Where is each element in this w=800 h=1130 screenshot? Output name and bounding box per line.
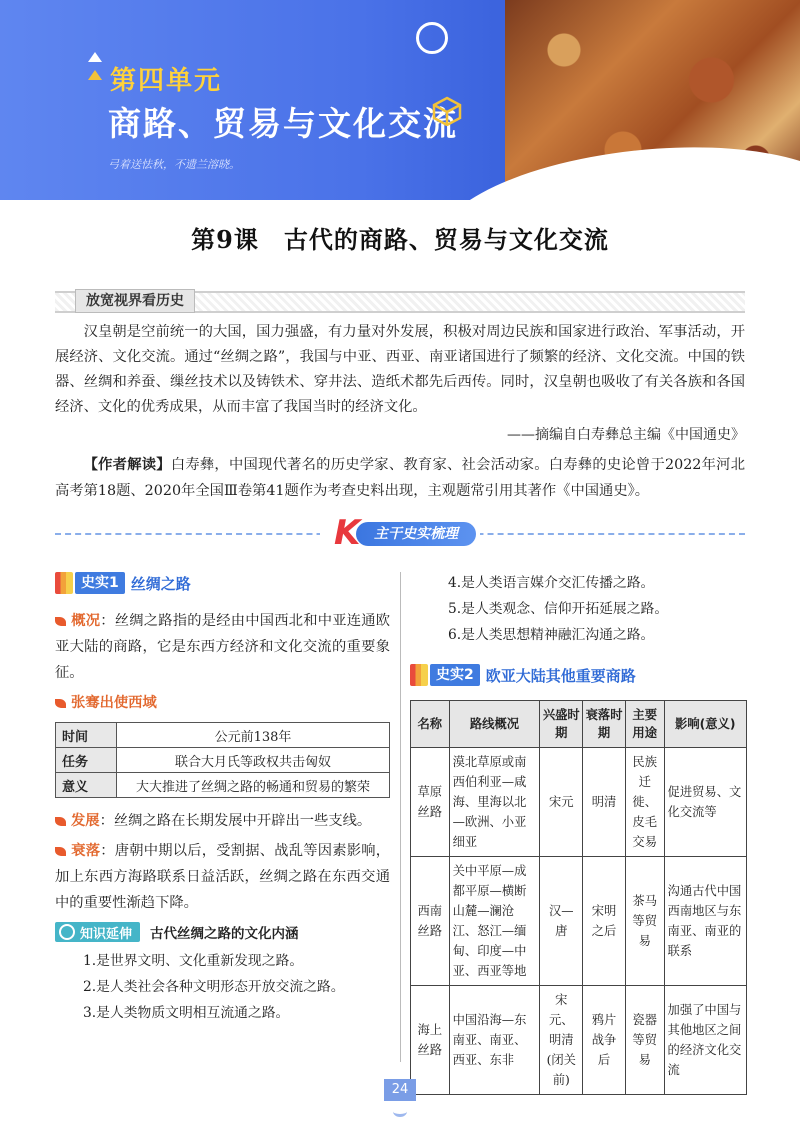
route-name: 草原丝路	[411, 748, 450, 857]
overview-paragraph	[55, 608, 390, 686]
column-header: 名称	[411, 701, 450, 748]
unit-title: 商路、贸易与文化交流	[108, 104, 458, 143]
route-fall: 宋明之后	[583, 857, 626, 986]
k-letter-icon: K	[334, 513, 361, 553]
route-fall: 明清	[583, 748, 626, 857]
route-name: 海上丝路	[411, 986, 450, 1095]
route-rise: 宋元	[540, 748, 583, 857]
overview-text: ：丝绸之路指的是经由中国西北和中亚连通欧亚大陆的商路，它是东西方经济和文化交流的重要象征。	[55, 613, 390, 681]
list-item: 6.是人类思想精神融汇沟通之路。	[448, 627, 655, 643]
leaf-icon	[55, 617, 66, 626]
overview-label: 概况	[71, 613, 101, 629]
extension-title: 古代丝绸之路的文化内涵	[150, 926, 299, 942]
extension-header	[55, 922, 390, 942]
unit-label: 第四单元	[110, 66, 223, 96]
table-row	[411, 857, 747, 986]
right-column	[410, 570, 755, 1095]
develop-paragraph	[55, 808, 390, 834]
leaf-icon	[55, 699, 66, 708]
extension-icon	[59, 924, 75, 940]
route-rise: 汉—唐	[540, 857, 583, 986]
route-influence: 加强了中国与其他地区之间的经济文化交流	[664, 986, 746, 1095]
fact1-tag: 史实1	[75, 572, 125, 594]
table-header-row	[411, 701, 747, 748]
table-key: 任务	[56, 748, 117, 773]
ring-decoration-icon	[416, 22, 448, 54]
column-divider	[400, 572, 401, 1062]
zhang-title: 张骞出使西域	[71, 695, 157, 711]
triangle-decoration-icon	[88, 52, 102, 62]
table-value: 大大推进了丝绸之路的畅通和贸易的繁荣	[117, 773, 390, 798]
route-rise: 宋元、明清(闭关前)	[540, 986, 583, 1095]
route-path: 关中平原—成都平原—横断山麓—澜沧江、怒江—缅甸、印度—中亚、西亚等地	[449, 857, 540, 986]
route-use: 茶马等贸易	[625, 857, 664, 986]
left-column	[55, 570, 390, 1026]
banner-tagline: 弓着送怯秋，不遗兰溶晓。	[108, 158, 240, 171]
route-fall: 鸦片战争后	[583, 986, 626, 1095]
column-header: 衰落时期	[583, 701, 626, 748]
unit-banner	[0, 0, 800, 200]
decline-paragraph	[55, 838, 390, 916]
list-item: 1.是世界文明、文化重新发现之路。	[83, 953, 304, 969]
citation: ——摘编自白寿彝总主编《中国通史》	[507, 427, 745, 443]
bird-decoration-icon	[393, 1106, 407, 1117]
table-value: 公元前138年	[117, 723, 390, 748]
route-use: 瓷器等贸易	[625, 986, 664, 1095]
column-header: 路线概况	[449, 701, 540, 748]
table-value: 联合大月氏等政权共击匈奴	[117, 748, 390, 773]
table-row	[411, 748, 747, 857]
list-item: 3.是人类物质文明相互流通之路。	[83, 1005, 290, 1021]
fact2-header	[410, 662, 755, 688]
author-note-text: 白寿彝，中国现代著名的历史学家、教育家、社会活动家。白寿彝的史论曾于2022年河北高考第18题、2020年全国Ⅲ卷第41题作为考查史料出现，主观题常引用其著作《中国通史》。	[55, 457, 745, 499]
leaf-icon	[55, 847, 66, 856]
develop-label: 发展	[71, 813, 100, 829]
route-use: 民族迁徙、皮毛交易	[625, 748, 664, 857]
page-number: 24	[384, 1079, 416, 1101]
list-item: 2.是人类社会各种文明形态开放交流之路。	[83, 979, 345, 995]
decline-label: 衰落	[71, 843, 101, 859]
leaf-icon	[55, 817, 66, 826]
route-path: 中国沿海—东南亚、南亚、西亚、东非	[449, 986, 540, 1095]
route-influence: 沟通古代中国西南地区与东南亚、南亚的联系	[664, 857, 746, 986]
book-icon	[410, 664, 428, 686]
list-item: 4.是人类语言媒介交汇传播之路。	[448, 575, 655, 591]
fact1-title: 丝绸之路	[130, 574, 191, 593]
develop-text: ：丝绸之路在长期发展中开辟出一些支线。	[99, 813, 372, 829]
table-key: 时间	[56, 723, 117, 748]
intro-paragraph: 汉皇朝是空前统一的大国，国力强盛，有力量对外发展，积极对周边民族和国家进行政治、军事活动，开展经济、文化交流。通过“丝绸之路”，我国与中亚、西亚、南亚诸国进行了频繁的经济、文化交流。中国的铁器、丝绸和养蚕、缫丝技术以及铸铁术、穿井法、造纸术都先后西传。同时，汉皇朝也吸收了有关各族和各国经济、文化的优秀成果，从而丰富了我国当时的经济文化。	[55, 324, 745, 415]
fact2-title: 欧亚大陆其他重要商路	[485, 666, 636, 685]
book-icon	[55, 572, 73, 594]
fact1-header	[55, 570, 390, 596]
table-row	[56, 723, 390, 748]
decline-text: ：唐朝中期以后，受割据、战乱等因素影响，加上东西方海路联系日益活跃，丝绸之路在东西交通中的重要性渐趋下降。	[55, 843, 390, 911]
cube-icon	[432, 96, 462, 126]
extension-tag-label: 知识延伸	[80, 926, 133, 942]
column-header: 主要用途	[625, 701, 664, 748]
lesson-title: 第9课 古代的商路、贸易与文化交流	[191, 225, 609, 254]
route-path: 漠北草原或南西伯利亚—咸海、里海以北—欧洲、小亚细亚	[449, 748, 540, 857]
table-row	[56, 773, 390, 798]
author-note-label: 【作者解读】	[83, 457, 171, 473]
list-item: 5.是人类观念、信仰开拓延展之路。	[448, 601, 669, 617]
section-label: 放宽视界看历史	[75, 289, 195, 313]
extension-tag	[55, 922, 140, 942]
table-row	[56, 748, 390, 773]
triangle-decoration-icon	[88, 70, 102, 80]
author-note	[55, 452, 745, 504]
fact2-tag: 史实2	[430, 664, 480, 686]
routes-table	[410, 700, 747, 1095]
k-section-label: 主干史实梳理	[356, 522, 476, 546]
route-influence: 促进贸易、文化交流等	[664, 748, 746, 857]
route-name: 西南丝路	[411, 857, 450, 986]
zhang-heading	[55, 690, 390, 716]
table-row	[411, 986, 747, 1095]
table-key: 意义	[56, 773, 117, 798]
column-header: 兴盛时期	[540, 701, 583, 748]
zhang-table	[55, 722, 390, 798]
column-header: 影响(意义)	[664, 701, 746, 748]
